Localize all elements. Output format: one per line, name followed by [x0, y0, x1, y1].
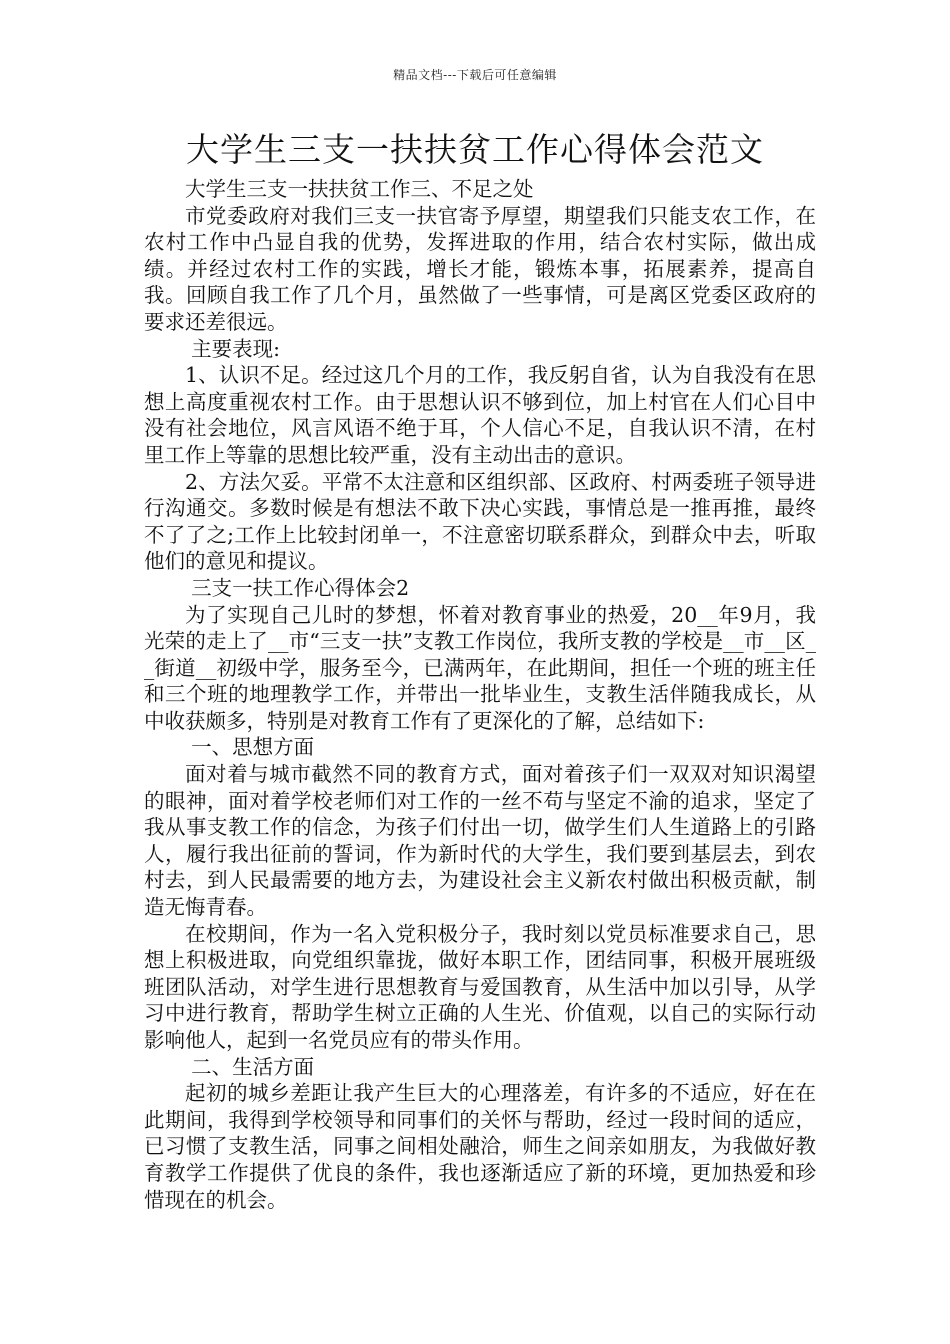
- paragraph: 为了实现自己儿时的梦想，怀着对教育事业的热爱，20__年9月，我光荣的走上了__市“三支一扶”支教工作岗位，我所支教的学校是__市__区__街道__初级中学，服务至今，已满两年，在此期间，担任一个班的班主任和三个班的地理教学工作，并带出一批毕业生，支教生活伴随我成长，从中收获颇多，特别是对教育工作有了更深化的了解，总结如下:: [144, 602, 816, 733]
- paragraph: 起初的城乡差距让我产生巨大的心理落差，有许多的不适应，好在在此期间，我得到学校领导和同事们的关怀与帮助，经过一段时间的适应，已习惯了支教生活，同事之间相处融洽，师生之间亲如朋友，为我做好教育教学工作提供了优良的条件，我也逐渐适应了新的环境，更加热爱和珍惜现在的机会。: [144, 1081, 816, 1212]
- paragraph-subheading: 主要表现:: [191, 336, 281, 361]
- paragraph: 2、方法欠妥。平常不太注意和区组织部、区政府、村两委班子领导进行沟通交。多数时候是有想法不敢下决心实践，事情总是一推再推，最终不了了之;工作上比较封闭单一，不注意密切联系群众，到群众中去，听取他们的意见和提议。: [144, 469, 816, 574]
- paragraph: 1、认识不足。经过这几个月的工作，我反躬自省，认为自我没有在思想上高度重视农村工作。由于思想认识不够到位，加上村官在人们心目中没有社会地位，风言风语不绝于耳，个人信心不足，自我认识不清，在村里工作上等靠的思想比较严重，没有主动出击的意识。: [144, 363, 816, 467]
- header-note: 精品文档---下载后可任意编辑: [393, 68, 557, 82]
- document-body: [144, 176, 816, 1213]
- paragraph-section-heading: 大学生三支一扶扶贫工作三、不足之处: [185, 177, 534, 201]
- document-title: 大学生三支一扶扶贫工作心得体会范文: [186, 130, 764, 169]
- paragraph-subheading: 二、生活方面: [191, 1054, 315, 1079]
- paragraph: 市党委政府对我们三支一扶官寄予厚望，期望我们只能支农工作，在农村工作中凸显自我的优势，发挥进取的作用，结合农村实际，做出成绩。并经过农村工作的实践，增长才能，锻炼本事，拓展素养，提高自我。回顾自我工作了几个月，虽然做了一些事情，可是离区党委区政府的要求还差很远。: [144, 203, 816, 334]
- paragraph-subheading: 一、思想方面: [191, 735, 315, 760]
- paragraph-subheading: 三支一扶工作心得体会2: [191, 575, 410, 600]
- paragraph: 在校期间，作为一名入党积极分子，我时刻以党员标准要求自己，思想上积极进取，向党组织靠拢，做好本职工作，团结同事，积极开展班级班团队活动，对学生进行思想教育与爱国教育，从生活中加以引导，从学习中进行教育，帮助学生树立正确的人生光、价值观，以自己的实际行动影响他人，起到一名党员应有的带头作用。: [144, 921, 816, 1052]
- paragraph: 面对着与城市截然不同的教育方式，面对着孩子们一双双对知识渴望的眼神，面对着学校老师们对工作的一丝不苟与坚定不渝的追求，坚定了我从事支教工作的信念，为孩子们付出一切，做学生们人生道路上的引路人，履行我出征前的誓词，作为新时代的大学生，我们要到基层去，到农村去，到人民最需要的地方去，为建设社会主义新农村做出积极贡献，制造无悔青春。: [144, 762, 816, 920]
